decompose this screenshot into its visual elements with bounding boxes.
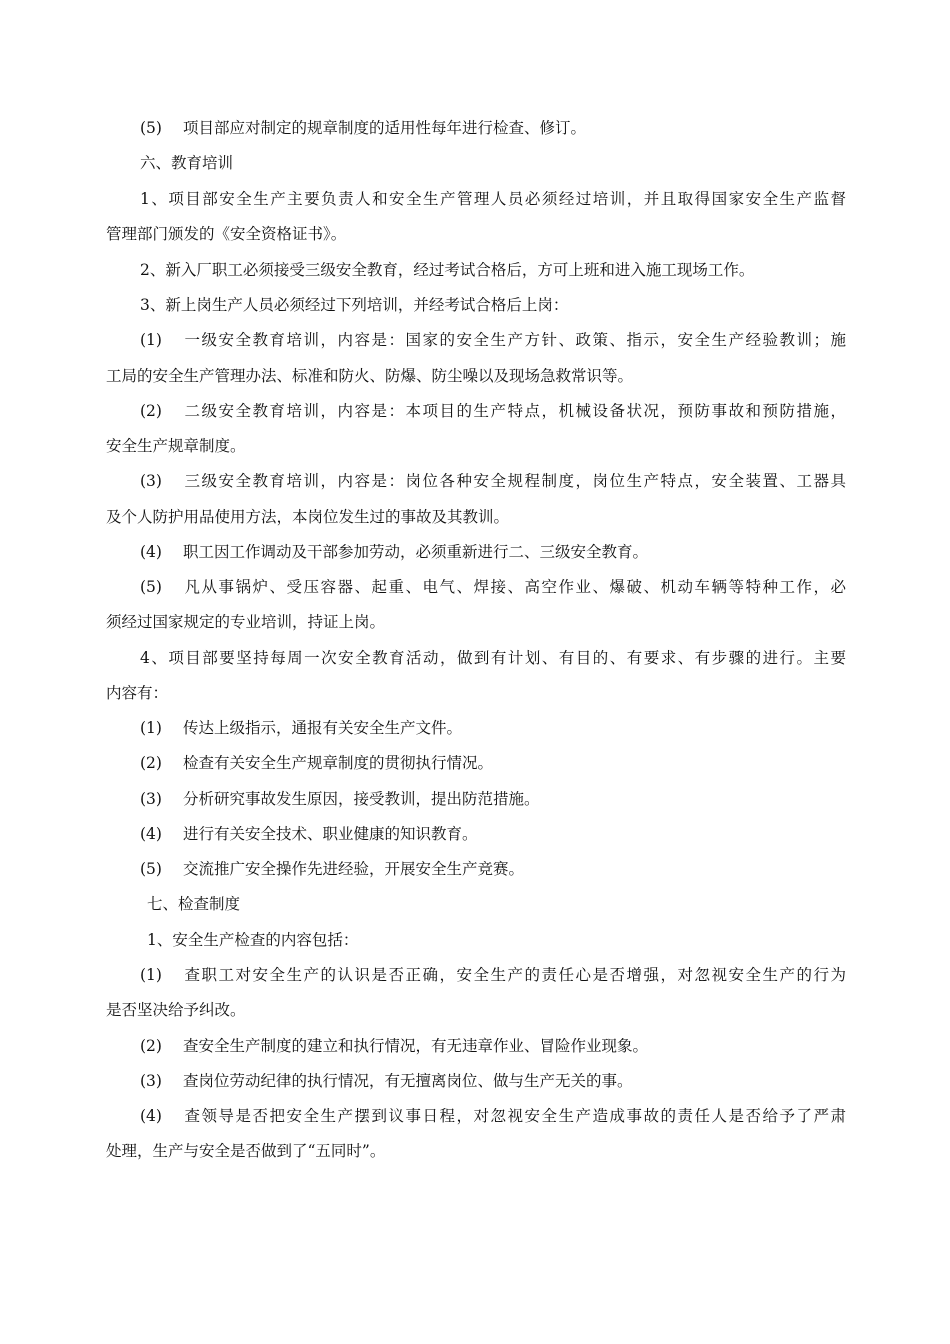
item-number: (1) [140, 331, 162, 349]
paragraph-continuation: 内容有： [106, 684, 169, 702]
paragraph [140, 330, 846, 350]
paragraph-continuation: 是否坚决给予纠改。 [106, 1001, 246, 1019]
item-number: (3) [140, 1072, 162, 1090]
item-number: (3) [140, 790, 162, 808]
item-number: (1) [140, 719, 162, 737]
paragraph-text: 分析研究事故发生原因，接受教训，提出防范措施。 [183, 790, 540, 808]
paragraph-text: 传达上级指示，通报有关安全生产文件。 [183, 719, 463, 737]
paragraph [140, 401, 846, 421]
paragraph-text: 三级安全教育培训，内容是：岗位各种安全规程制度，岗位生产特点，安全装置、工器具 [183, 472, 846, 490]
paragraph: 2、新入厂职工必须接受三级安全教育，经过考试合格后，方可上班和进入施工现场工作。 [140, 261, 755, 279]
paragraph-text: 二级安全教育培训，内容是：本项目的生产特点，机械设备状况，预防事故和预防措施， [183, 402, 846, 420]
paragraph-continuation: 管理部门颁发的《安全资格证书》。 [106, 225, 347, 243]
paragraph: 3、新上岗生产人员必须经过下列培训，并经考试合格后上岗： [140, 296, 569, 314]
section-heading: 七、检查制度 [147, 895, 241, 913]
paragraph-text: 凡从事锅炉、受压容器、起重、电气、焊接、高空作业、爆破、机动车辆等特种工作，必 [183, 578, 846, 596]
paragraph-continuation: 工局的安全生产管理办法、标准和防火、防爆、防尘噪以及现场急救常识等。 [106, 367, 634, 385]
paragraph-continuation: 安全生产规章制度。 [106, 437, 246, 455]
item-number: (5) [140, 119, 162, 137]
paragraph [140, 542, 648, 562]
paragraph-continuation: 及个人防护用品使用方法，本岗位发生过的事故及其教训。 [106, 508, 510, 526]
paragraph [140, 753, 493, 773]
paragraph-continuation: 处理，生产与安全是否做到了“五同时”。 [106, 1142, 386, 1160]
paragraph [140, 471, 846, 491]
paragraph [140, 1036, 648, 1056]
item-number: (5) [140, 578, 162, 596]
paragraph-text: 一级安全教育培训，内容是：国家的安全生产方针、政策、指示，安全生产经验教训；施 [183, 331, 846, 349]
paragraph-text: 查职工对安全生产的认识是否正确，安全生产的责任心是否增强，对忽视安全生产的行为 [183, 966, 846, 984]
item-number: (2) [140, 1037, 162, 1055]
paragraph-text: 查岗位劳动纪律的执行情况，有无擅离岗位、做与生产无关的事。 [183, 1072, 633, 1090]
paragraph: 4、项目部要坚持每周一次安全教育活动，做到有计划、有目的、有要求、有步骤的进行。主要 [140, 649, 846, 667]
paragraph [140, 965, 846, 985]
item-number: (4) [140, 1107, 162, 1125]
paragraph-text: 进行有关安全技术、职业健康的知识教育。 [183, 825, 478, 843]
paragraph-text: 项目部应对制定的规章制度的适用性每年进行检查、修订。 [183, 119, 587, 137]
paragraph [140, 1106, 846, 1126]
paragraph [140, 577, 846, 597]
paragraph-text: 职工因工作调动及干部参加劳动，必须重新进行二、三级安全教育。 [183, 543, 649, 561]
item-number: (2) [140, 402, 162, 420]
paragraph-continuation: 须经过国家规定的专业培训，持证上岗。 [106, 613, 386, 631]
item-number: (3) [140, 472, 162, 490]
paragraph [140, 1071, 633, 1091]
item-number: (4) [140, 825, 162, 843]
paragraph: 1、安全生产检查的内容包括： [147, 931, 359, 949]
paragraph [140, 824, 478, 844]
paragraph-text: 查安全生产制度的建立和执行情况，有无违章作业、冒险作业现象。 [183, 1037, 649, 1055]
paragraph [140, 859, 524, 879]
paragraph-text: 检查有关安全生产规章制度的贯彻执行情况。 [183, 754, 494, 772]
item-number: (4) [140, 543, 162, 561]
item-number: (5) [140, 860, 162, 878]
paragraph: 1、项目部安全生产主要负责人和安全生产管理人员必须经过培训，并且取得国家安全生产监督 [140, 190, 846, 208]
paragraph [140, 118, 586, 138]
paragraph [140, 718, 462, 738]
section-heading: 六、教育培训 [140, 154, 234, 172]
item-number: (1) [140, 966, 162, 984]
paragraph-text: 查领导是否把安全生产摆到议事日程，对忽视安全生产造成事故的责任人是否给予了严肃 [183, 1107, 846, 1125]
item-number: (2) [140, 754, 162, 772]
paragraph-text: 交流推广安全操作先进经验，开展安全生产竞赛。 [183, 860, 525, 878]
paragraph [140, 789, 540, 809]
